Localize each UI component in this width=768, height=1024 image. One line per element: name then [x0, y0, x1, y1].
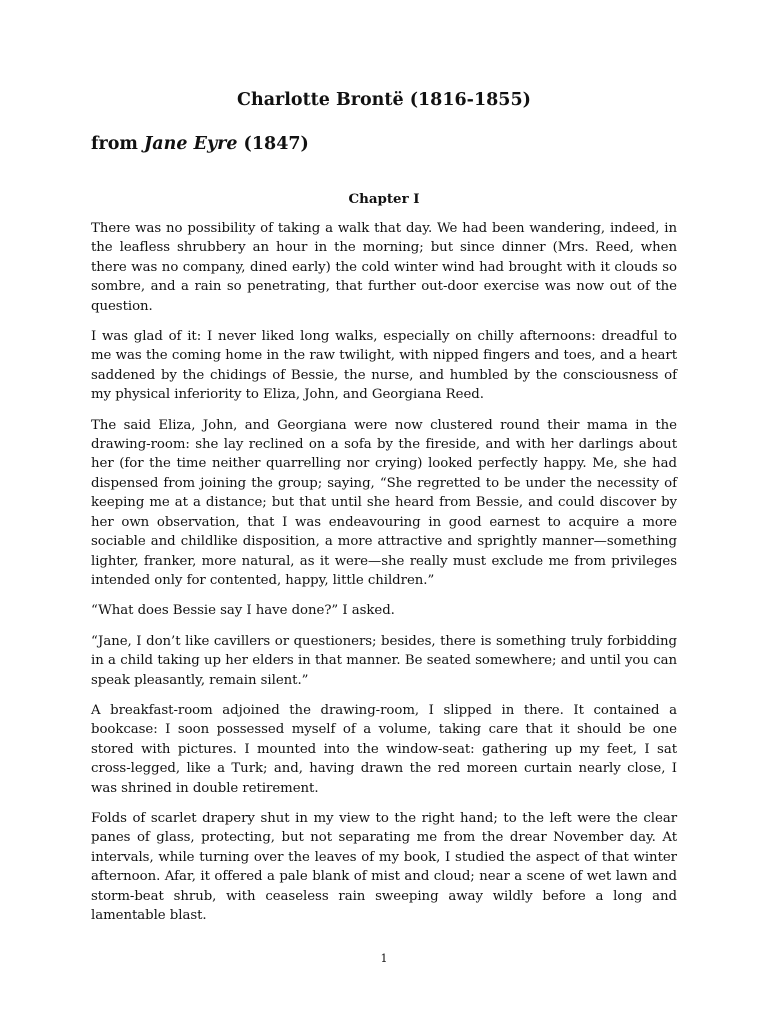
paragraph: A breakfast-room adjoined the drawing-room, I slipped in there. It contained a bookcase: I soon possessed myself of a volume, taking care that it should be one stored with pictures. I mounted into the window-seat: gathering up my feet, I sat cross-legged, like a Turk; and, having drawn the red moreen curtain nearly close, I was shrined in double retirement.	[91, 702, 677, 796]
paragraph: Folds of scarlet drapery shut in my view to the right hand; to the left were the clear panes of glass, protecting, but not separating me from the drear November day. At intervals, while turning over the leaves of my book, I studied the aspect of that winter afternoon. Afar, it offered a pale blank of mist and cloud; near a scene of wet lawn and storm-beat shrub, with ceaseless rain sweeping away wildly before a long and lamentable blast.	[91, 810, 677, 923]
paragraph: “Jane, I don’t like cavillers or questioners; besides, there is something truly forbidding in a child taking up her elders in that manner. Be seated somewhere; and until you can speak pleasantly, remain silent.”	[91, 633, 677, 688]
paragraph: “What does Bessie say I have done?” I asked.	[91, 603, 395, 619]
paragraph: The said Eliza, John, and Georgiana were now clustered round their mama in the drawing-room: she lay reclined on a sofa by the fireside, and with her darlings about her (for the time neither quarrelling nor crying) looked perfectly happy. Me, she had dispensed from joining the group; saying, “She regretted to be under the necessity of keeping me at a distance; but that until she heard from Bessie, and could discover by her own observation, that I was endeavouring in good earnest to acquire a more sociable and childlike disposition, a more attractive and sprightly manner—something lighter, franker, more natural, as it were—she really must exclude me from privileges intended only for contented, happy, little children.”	[91, 417, 677, 588]
author-heading: Charlotte Brontë (1816-1855)	[237, 90, 531, 110]
paragraph: There was no possibility of taking a walk that day. We had been wandering, indeed, in the leafless shrubbery an hour in the morning; but since dinner (Mrs. Reed, when there was no company, dined early) the cold winter wind had brought with it clouds so sombre, and a rain so penetrating, that further out-door exercise was now out of the question.	[91, 221, 677, 314]
page-number: 1	[380, 952, 388, 965]
chapter-heading: Chapter I	[348, 191, 420, 207]
work-title: Jane Eyre	[144, 134, 238, 154]
work-heading	[91, 132, 309, 156]
work-suffix: (1847)	[237, 134, 309, 154]
work-prefix: from	[91, 134, 145, 154]
paragraph: I was glad of it: I never liked long walks, especially on chilly afternoons: dreadful to me was the coming home in the raw twilight, with nipped fingers and toes, and a heart saddened by the chidings of Bessie, the nurse, and humbled by the consciousness of my physical inferiority to Eliza, John, and Georgiana Reed.	[91, 329, 677, 403]
body-text	[91, 219, 677, 936]
